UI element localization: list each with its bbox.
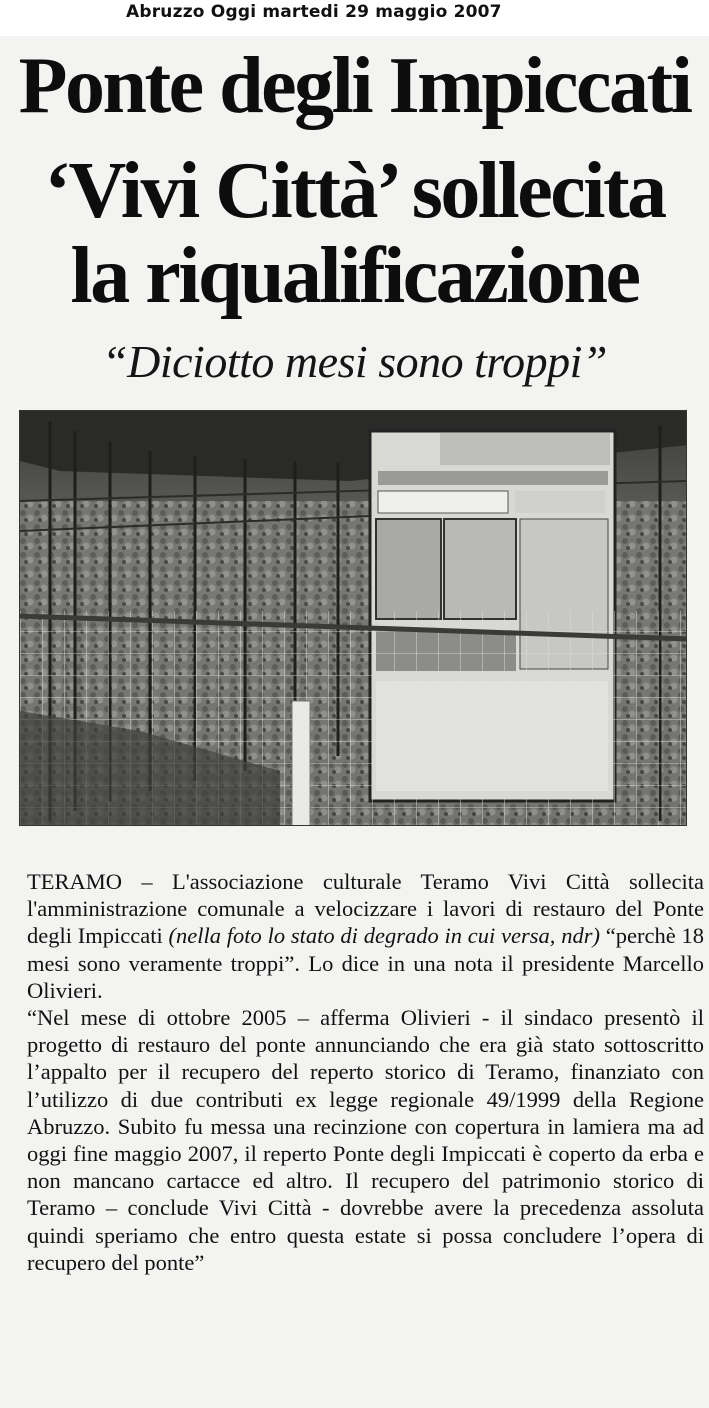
article-photo — [19, 410, 687, 826]
article-intro-rest: “perchè 18 mesi sono veramente troppi”. Lo dice in una nota il presidente Marcello Olivieri. — [27, 923, 704, 1003]
bridge-fence-photo — [20, 411, 687, 826]
masthead-bar — [0, 0, 709, 36]
article-intro-text: TERAMO – L'associazione culturale Teramo Vivi Città sollecita l'amministrazione comunale a velocizzare i lavori di restauro del Ponte degli Impiccati — [27, 869, 704, 949]
article-paragraph-2: “Nel mese di ottobre 2005 – afferma Olivieri - il sindaco presentò il progetto di restauro del ponte annunciando che era già stato sottoscritto l’appalto per il recupero del reperto storico di Teramo, finanziato con l’utilizzo di due contributi ex legge regionale 49/1999 della Regione Abruzzo. Subito fu messa una recinzione con copertura in lamiera ma ad oggi fine maggio 2007, il reperto Ponte degli Impiccati è coperto da erba e non mancano cartacce ed altro. Il recupero del patrimonio storico di Teramo – conclude Vivi Città - dovrebbe avere la precedenza assoluta quindi speriamo che entro questa estate si possa concludere l’opera di recupero del ponte” — [27, 1005, 704, 1275]
headline-line-3: la riqualificazione — [70, 232, 639, 320]
article-paragraph-1 — [27, 868, 704, 1004]
subheadline-quote: “Diciotto mesi sono troppi” — [102, 336, 607, 387]
masthead-source-date: Abruzzo Oggi martedi 29 maggio 2007 — [126, 2, 502, 22]
headline-line-2: ‘Vivi Città’ sollecita — [44, 147, 665, 235]
photo-caption-note: (nella foto lo stato di degrado in cui versa, ndr) — [168, 923, 600, 949]
article-body — [27, 868, 704, 1276]
headline-line-1: Ponte degli Impiccati — [18, 42, 691, 130]
